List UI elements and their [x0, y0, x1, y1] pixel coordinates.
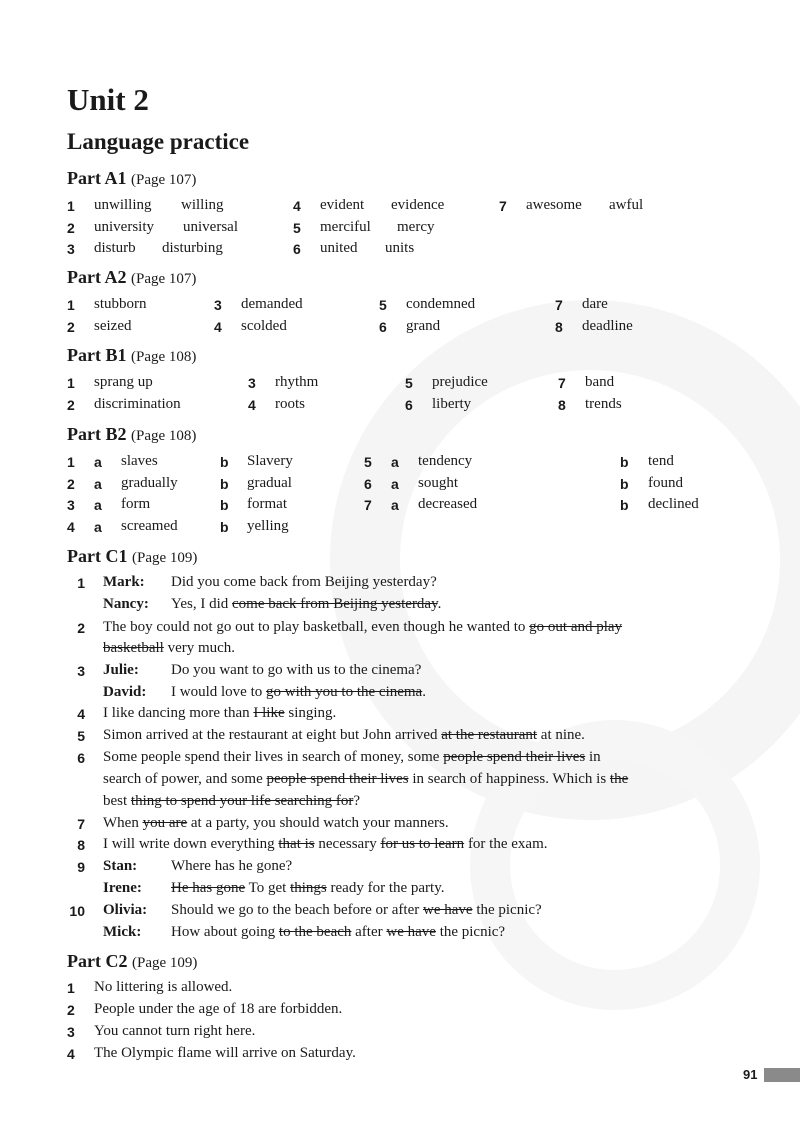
- struck-text: to the beach: [278, 924, 352, 940]
- answer-word: yelling: [247, 518, 289, 534]
- item-number: 2: [67, 476, 75, 492]
- part-c2-heading: [67, 951, 197, 972]
- speaker-name: Stan:: [103, 858, 138, 874]
- answer-word: demanded: [241, 296, 303, 312]
- answer-word: band: [585, 374, 615, 390]
- option-label-a: a: [94, 454, 102, 470]
- item-number: 8: [77, 837, 85, 853]
- text-segment: Some people spend their lives in search of money, some: [103, 749, 444, 765]
- text-segment: the picnic?: [472, 902, 542, 918]
- answer-word: declined: [648, 496, 699, 512]
- answer-word: found: [648, 475, 683, 491]
- speaker-name: David:: [103, 684, 147, 700]
- item-number: 6: [379, 319, 387, 335]
- item-number: 10: [69, 903, 85, 919]
- text-segment: ?: [353, 793, 361, 809]
- option-label-b: b: [220, 476, 229, 492]
- struck-text: come back from Beijing yesterday: [232, 596, 438, 612]
- struck-text: people spend their lives: [266, 771, 409, 787]
- item-number: 7: [364, 497, 372, 513]
- answer-word: evidence: [391, 197, 445, 213]
- answer-word: dare: [582, 296, 608, 312]
- part-a1-title: Part A1: [67, 168, 127, 188]
- item-number: 2: [67, 220, 75, 236]
- dialogue-line: [171, 924, 505, 941]
- answer-word: discrimination: [94, 396, 181, 412]
- answer-word: gradual: [247, 475, 292, 491]
- struck-text: the: [609, 771, 629, 787]
- item-number: 3: [248, 375, 256, 391]
- speaker-name: Julie:: [103, 662, 139, 678]
- text-segment: very much.: [163, 640, 236, 656]
- answer-word: evident: [320, 197, 365, 213]
- struck-text: I like: [253, 705, 285, 721]
- item-number: 4: [67, 1046, 75, 1062]
- part-a2-title: Part A2: [67, 267, 127, 287]
- answer-sentence: [103, 836, 548, 853]
- item-number: 2: [77, 620, 85, 636]
- speaker-name: Mick:: [103, 924, 142, 940]
- part-a1-page: (Page 107): [130, 172, 197, 188]
- item-number: 6: [364, 476, 372, 492]
- speaker-name: Irene:: [103, 880, 142, 896]
- text-segment: ready for the party.: [326, 880, 445, 896]
- page-number: 91: [743, 1067, 758, 1082]
- option-label-a: a: [94, 476, 102, 492]
- answer-word: merciful: [320, 219, 371, 235]
- text-segment: .: [422, 684, 426, 700]
- item-number: 7: [77, 816, 85, 832]
- item-number: 1: [77, 575, 85, 591]
- text-segment: in: [585, 749, 601, 765]
- part-b2-title: Part B2: [67, 424, 127, 444]
- struck-text: you are: [142, 815, 188, 831]
- struck-text: we have: [386, 924, 436, 940]
- answer-sentence: [103, 705, 336, 722]
- item-number: 1: [67, 454, 75, 470]
- option-label-b: b: [620, 454, 629, 470]
- answer-word: sprang up: [94, 374, 153, 390]
- struck-text: go out and play: [529, 619, 623, 635]
- answer-word: willing: [181, 197, 224, 213]
- item-number: 1: [67, 198, 75, 214]
- part-a2-page: (Page 107): [130, 271, 197, 287]
- text-segment: the picnic?: [435, 924, 506, 940]
- text-segment: When: [103, 815, 143, 831]
- part-b1-page: (Page 108): [130, 349, 197, 365]
- part-c1-title: Part C1: [67, 546, 128, 566]
- text-segment: for the exam.: [464, 836, 548, 852]
- text-segment: I like dancing more than: [103, 705, 254, 721]
- answer-word: sought: [418, 475, 459, 491]
- text-segment: Simon arrived at the restaurant at eight but John arrived: [103, 727, 442, 743]
- option-label-b: b: [220, 454, 229, 470]
- answer-word: deadline: [582, 318, 633, 334]
- part-b2-heading: [67, 424, 196, 445]
- answer-word: screamed: [121, 518, 178, 534]
- page-number-bar: [764, 1068, 800, 1082]
- option-label-a: a: [94, 497, 102, 513]
- item-number: 3: [77, 663, 85, 679]
- speaker-name: Mark:: [103, 574, 145, 590]
- struck-text: thing to spend your life searching for: [130, 793, 354, 809]
- item-number: 3: [67, 241, 75, 257]
- struck-text: go with you to the cinema: [266, 684, 423, 700]
- item-number: 4: [77, 706, 85, 722]
- answer-word: disturbing: [162, 240, 223, 256]
- struck-text: that is: [278, 836, 315, 852]
- answer-word: tendency: [418, 453, 473, 469]
- answer-word: grand: [406, 318, 441, 334]
- answer-sentence-cont: [103, 640, 235, 657]
- section-title: Language practice: [67, 129, 250, 154]
- text-segment: Should we go to the beach before or after: [171, 902, 423, 918]
- answer-word: universal: [183, 219, 238, 235]
- option-label-a: a: [391, 476, 399, 492]
- answer-sentence-cont: [103, 771, 628, 788]
- answer-sentence: [103, 727, 585, 744]
- text-segment: best: [103, 793, 131, 809]
- answer-sentence: You cannot turn right here.: [94, 1023, 256, 1039]
- text-segment: at nine.: [537, 727, 585, 743]
- answer-word: slaves: [121, 453, 158, 469]
- item-number: 8: [558, 397, 566, 413]
- item-number: 1: [67, 375, 75, 391]
- text-segment: after: [351, 924, 387, 940]
- option-label-b: b: [620, 476, 629, 492]
- struck-text: things: [290, 880, 327, 896]
- dialogue-line: Do you want to go with us to the cinema?: [171, 662, 422, 678]
- struck-text: we have: [423, 902, 473, 918]
- item-number: 2: [67, 397, 75, 413]
- item-number: 4: [214, 319, 222, 335]
- part-a1-heading: [67, 168, 196, 189]
- answer-sentence: [103, 619, 622, 636]
- option-label-a: a: [94, 519, 102, 535]
- item-number: 5: [77, 728, 85, 744]
- item-number: 7: [499, 198, 507, 214]
- item-number: 7: [558, 375, 566, 391]
- answer-word: university: [94, 219, 154, 235]
- item-number: 4: [293, 198, 301, 214]
- text-segment: I will write down everything: [103, 836, 279, 852]
- part-c2-page: (Page 109): [131, 955, 198, 971]
- answer-word: Slavery: [247, 453, 293, 469]
- item-number: 7: [555, 297, 563, 313]
- answer-word: mercy: [397, 219, 435, 235]
- answer-sentence: People under the age of 18 are forbidden.: [94, 1001, 343, 1017]
- item-number: 5: [364, 454, 372, 470]
- item-number: 5: [405, 375, 413, 391]
- dialogue-line: [171, 596, 441, 613]
- text-segment: .: [437, 596, 442, 612]
- dialogue-line: [171, 880, 445, 897]
- answer-word: liberty: [432, 396, 472, 412]
- item-number: 2: [67, 1002, 75, 1018]
- item-number: 4: [248, 397, 256, 413]
- option-label-b: b: [220, 497, 229, 513]
- item-number: 9: [77, 859, 85, 875]
- item-number: 3: [67, 497, 75, 513]
- text-segment: How about going: [171, 924, 279, 940]
- answer-word: rhythm: [275, 374, 319, 390]
- dialogue-line: [171, 684, 426, 701]
- answer-word: disturb: [94, 240, 136, 256]
- answer-word: decreased: [418, 496, 478, 512]
- dialogue-line: Where has he gone?: [171, 858, 293, 874]
- part-b1-title: Part B1: [67, 345, 127, 365]
- text-segment: in search of happiness. Which is: [408, 771, 610, 787]
- item-number: 6: [405, 397, 413, 413]
- item-number: 1: [67, 297, 75, 313]
- text-segment: The boy could not go out to play basketball, even though he wanted to: [103, 619, 530, 635]
- unit-title: Unit 2: [67, 82, 149, 117]
- answer-word: prejudice: [432, 374, 488, 390]
- option-label-b: b: [620, 497, 629, 513]
- answer-word: format: [247, 496, 287, 512]
- dialogue-line: [171, 902, 542, 919]
- part-b1-heading: [67, 345, 196, 366]
- item-number: 4: [67, 519, 75, 535]
- speaker-name: Olivia:: [103, 902, 148, 918]
- answer-word: united: [320, 240, 358, 256]
- answer-word: awful: [609, 197, 644, 213]
- dialogue-line: Did you come back from Beijing yesterday?: [171, 574, 437, 590]
- struck-text: for us to learn: [380, 836, 465, 852]
- answer-word: seized: [94, 318, 132, 334]
- answer-sentence: [103, 815, 449, 832]
- answer-sentence: [103, 749, 601, 766]
- text-segment: To get: [245, 880, 291, 896]
- item-number: 3: [214, 297, 222, 313]
- part-b2-page: (Page 108): [130, 428, 197, 444]
- answer-word: awesome: [526, 197, 582, 213]
- struck-text: people spend their lives: [443, 749, 586, 765]
- struck-text: at the restaurant: [441, 727, 538, 743]
- answer-word: form: [121, 496, 151, 512]
- part-a2-heading: [67, 267, 196, 288]
- text-segment: necessary: [314, 836, 381, 852]
- answer-word: tend: [648, 453, 674, 469]
- item-number: 5: [379, 297, 387, 313]
- answer-word: gradually: [121, 475, 178, 491]
- struck-text: basketball: [103, 640, 164, 656]
- text-segment: I would love to: [171, 684, 266, 700]
- item-number: 5: [293, 220, 301, 236]
- answer-word: trends: [585, 396, 622, 412]
- option-label-a: a: [391, 497, 399, 513]
- item-number: 8: [555, 319, 563, 335]
- answer-word: units: [385, 240, 415, 256]
- option-label-b: b: [220, 519, 229, 535]
- answer-word: unwilling: [94, 197, 152, 213]
- item-number: 3: [67, 1024, 75, 1040]
- text-segment: Yes, I did: [171, 596, 232, 612]
- text-segment: singing.: [284, 705, 337, 721]
- answer-sentence: No littering is allowed.: [94, 979, 233, 995]
- answer-word: condemned: [406, 296, 476, 312]
- part-c2-title: Part C2: [67, 951, 128, 971]
- part-c1-heading: [67, 546, 197, 567]
- struck-text: He has gone: [171, 880, 246, 896]
- option-label-a: a: [391, 454, 399, 470]
- answer-word: roots: [275, 396, 305, 412]
- speaker-name: Nancy:: [103, 596, 149, 612]
- item-number: 6: [293, 241, 301, 257]
- text-segment: at a party, you should watch your manners.: [187, 815, 449, 831]
- answer-sentence: The Olympic flame will arrive on Saturday.: [94, 1045, 356, 1061]
- text-segment: search of power, and some: [103, 771, 267, 787]
- answer-sentence-cont: [103, 793, 360, 810]
- part-c1-page: (Page 109): [131, 550, 198, 566]
- item-number: 2: [67, 319, 75, 335]
- answer-word: scolded: [241, 318, 287, 334]
- item-number: 1: [67, 980, 75, 996]
- answer-word: stubborn: [94, 296, 147, 312]
- item-number: 6: [77, 750, 85, 766]
